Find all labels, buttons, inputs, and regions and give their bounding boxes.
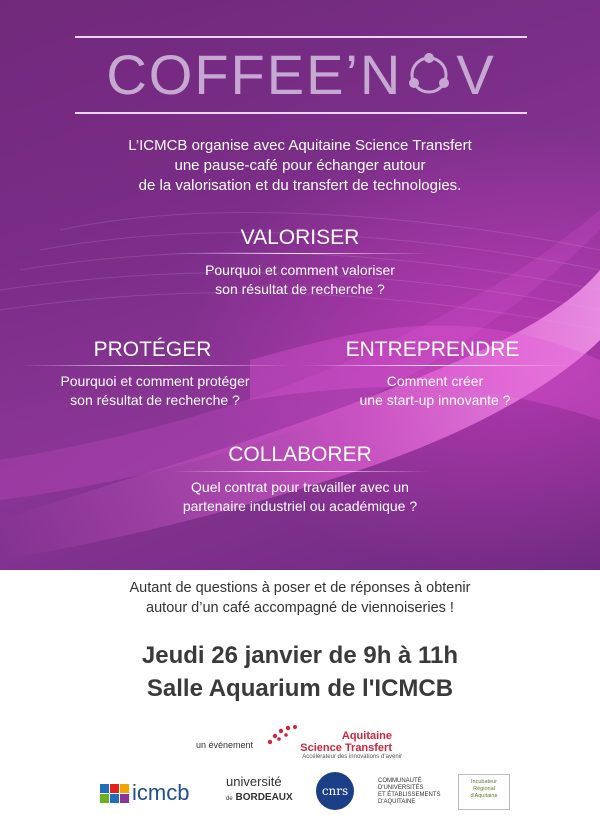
ub-de: de [226,796,233,802]
incubator-line: d'Aquitaine [470,793,498,799]
intro-line: de la valorisation et du transfert de technologies. [138,177,462,194]
section-line: son résultat de recherche ? [215,281,385,297]
section-title-proteger: PROTÉGER [93,338,212,361]
ub-line2 [226,792,293,803]
title-rule-top [75,36,527,38]
ast-name-line: Science Transfert [300,742,392,754]
molecule-ring-icon [404,50,454,100]
section-line: une start-up innovante ? [359,392,511,408]
cue-logo [378,778,450,806]
cue-line: ET ÉTABLISSEMENTS [378,792,441,798]
section-title-collaborer: COLLABORER [228,443,372,466]
ast-tagline: Accélérateur des innovations d’avenir [302,754,402,760]
section-divider [20,365,290,366]
section-divider [300,365,570,366]
title-text-left: COFFEE’N [106,43,403,106]
section-text-entreprendre [305,372,565,410]
cue-line: D'AQUITAINE [378,799,416,805]
event-title [75,40,527,110]
section-text-collaborer [130,478,470,516]
section-title-entreprendre: ENTREPRENDRE [345,338,520,361]
event-date: Jeudi 26 janvier de 9h à 11h [141,642,459,669]
icmcb-square-icon [110,794,119,803]
incubator-line: Incubateur [471,779,497,785]
cue-line: D'UNIVERSITÉS [378,785,424,791]
section-line: Comment créer [386,373,484,389]
ast-name [284,730,392,754]
section-line: son résultat de recherche ? [70,392,240,408]
ub-line1: université [226,774,282,789]
partner-logos [0,772,600,812]
cue-line: COMMUNAUTÉ [378,778,422,784]
icmcb-square-icon [100,794,109,803]
icmcb-square-icon [120,794,129,803]
section-line: Quel contrat pour travailler avec un [191,479,409,495]
intro-line: une pause-café pour échanger autour [174,157,426,174]
event-by-label: un événement [196,740,254,750]
ast-name-line: Aquitaine [341,730,392,742]
closing-text [40,578,560,618]
icmcb-square-icon [110,784,119,793]
ast-logo [262,722,402,758]
title-text-right: V [456,43,496,106]
closing-line: autour d’un café accompagné de viennoiseries ! [146,600,454,616]
section-title-valoriser: VALORISER [240,226,360,249]
title-rule-bottom [75,112,527,114]
incubator-line: Régional [473,786,495,792]
closing-line: Autant de questions à poser et de réponses à obtenir [129,580,471,596]
intro-line: L’ICMCB organise avec Aquitaine Science Transfert [128,137,472,154]
incubator-logo [458,774,510,810]
section-text-valoriser [150,261,450,299]
section-divider [170,471,430,472]
section-line: Pourquoi et comment valoriser [205,262,395,278]
icmcb-square-icon [120,784,129,793]
universite-bordeaux-logo [226,774,306,810]
section-line: Pourquoi et comment protéger [60,373,250,389]
icmcb-square-icon [100,784,109,793]
cnrs-logo: cnrs [316,772,354,810]
icmcb-logo [100,776,210,810]
section-line: partenaire industriel ou académique ? [182,498,418,514]
event-venue: Salle Aquarium de l'ICMCB [146,675,454,702]
section-text-proteger [20,372,290,410]
ub-bordeaux: BORDEAUX [235,792,293,803]
icmcb-wordmark: icmcb [132,780,190,805]
section-divider [170,253,430,254]
intro-text [60,136,540,196]
